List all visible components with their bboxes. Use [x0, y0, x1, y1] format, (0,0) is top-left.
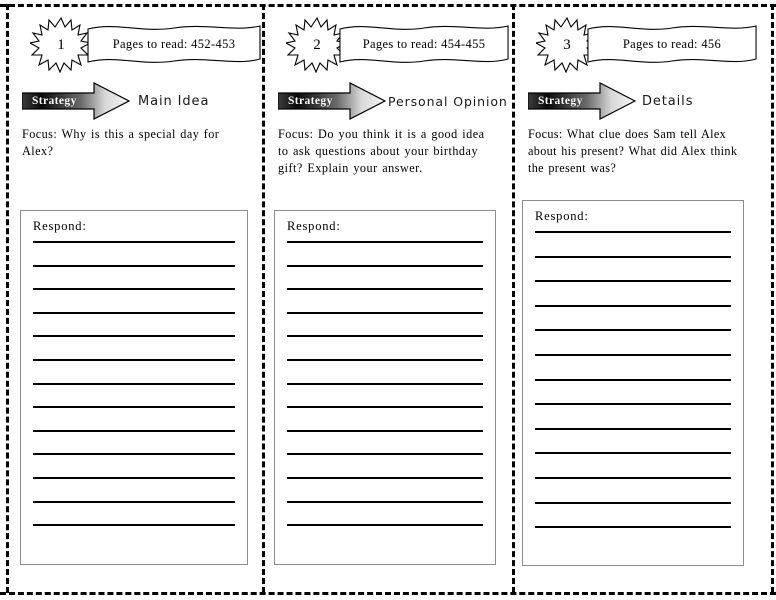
- writing-lines[interactable]: [523, 231, 743, 528]
- respond-label: Respond:: [287, 219, 341, 233]
- strategy-arrow-icon: [528, 82, 636, 120]
- starburst-icon: [30, 16, 92, 74]
- respond-label: Respond:: [535, 209, 589, 223]
- panel-number: 2: [313, 37, 321, 53]
- writing-line[interactable]: [535, 256, 731, 258]
- writing-line[interactable]: [33, 477, 235, 479]
- strategy-row-3: [526, 82, 757, 120]
- cut-line-right: [771, 4, 774, 593]
- writing-line[interactable]: [287, 359, 483, 361]
- pages-banner: [586, 22, 758, 66]
- panel-header-1: [20, 4, 248, 80]
- strategy-badge-label: Strategy: [32, 95, 77, 107]
- writing-line[interactable]: [287, 524, 483, 526]
- strategy-row-2: [276, 82, 508, 120]
- writing-line[interactable]: [535, 231, 731, 233]
- pages-banner: [86, 22, 262, 66]
- focus-question: Focus: Why is this a special day for Alex?: [22, 127, 220, 158]
- strategy-badge-label: Strategy: [538, 95, 583, 107]
- writing-line[interactable]: [33, 241, 235, 243]
- respond-box[interactable]: [20, 210, 248, 565]
- bookmark-panel-1: [6, 4, 262, 593]
- writing-line[interactable]: [33, 524, 235, 526]
- writing-line[interactable]: [287, 477, 483, 479]
- pages-to-read-label: Pages to read: 452-453: [112, 37, 236, 51]
- writing-line[interactable]: [33, 501, 235, 503]
- writing-line[interactable]: [33, 359, 235, 361]
- writing-line[interactable]: [33, 312, 235, 314]
- writing-line[interactable]: [287, 453, 483, 455]
- writing-line[interactable]: [33, 335, 235, 337]
- writing-line[interactable]: [33, 288, 235, 290]
- writing-line[interactable]: [535, 477, 731, 479]
- writing-line[interactable]: [535, 329, 731, 331]
- writing-line[interactable]: [287, 501, 483, 503]
- bookmark-panel-3: [512, 4, 771, 593]
- writing-line[interactable]: [33, 453, 235, 455]
- writing-line[interactable]: [33, 406, 235, 408]
- writing-line[interactable]: [287, 430, 483, 432]
- writing-line[interactable]: [33, 430, 235, 432]
- panel-header-3: [526, 4, 757, 80]
- focus-question: Focus: What clue does Sam tell Alex about his present? What did Alex think the present was?: [528, 127, 738, 175]
- strategy-row-1: [20, 82, 248, 120]
- writing-line[interactable]: [287, 241, 483, 243]
- strategy-badge-label: Strategy: [288, 95, 333, 107]
- writing-line[interactable]: [287, 383, 483, 385]
- writing-line[interactable]: [535, 428, 731, 430]
- respond-box[interactable]: [274, 210, 496, 565]
- writing-line[interactable]: [287, 406, 483, 408]
- panel-number: 3: [563, 37, 571, 53]
- pages-to-read-label: Pages to read: 456: [622, 37, 722, 51]
- writing-line[interactable]: [535, 403, 731, 405]
- pages-banner: [338, 22, 510, 66]
- writing-line[interactable]: [287, 265, 483, 267]
- pages-to-read-label: Pages to read: 454-455: [362, 37, 486, 51]
- writing-line[interactable]: [535, 502, 731, 504]
- writing-line[interactable]: [535, 526, 731, 528]
- writing-line[interactable]: [535, 452, 731, 454]
- strategy-name-label: Main Idea: [138, 93, 210, 109]
- bookmark-panel-2: [262, 4, 512, 593]
- writing-lines[interactable]: [21, 241, 247, 526]
- writing-lines[interactable]: [275, 241, 495, 526]
- strategy-arrow-icon: [22, 82, 130, 120]
- respond-box[interactable]: [522, 200, 744, 566]
- writing-line[interactable]: [535, 379, 731, 381]
- writing-line[interactable]: [535, 280, 731, 282]
- writing-line[interactable]: [287, 335, 483, 337]
- writing-line[interactable]: [33, 265, 235, 267]
- writing-line[interactable]: [287, 288, 483, 290]
- writing-line[interactable]: [535, 354, 731, 356]
- panel-header-2: [276, 4, 498, 80]
- writing-line[interactable]: [535, 305, 731, 307]
- focus-question: Focus: Do you think it is a good idea to ask questions about your birthday gift? Explain your answer.: [278, 127, 485, 175]
- respond-label: Respond:: [33, 219, 87, 233]
- strategy-name-label: Details: [642, 93, 694, 109]
- strategy-name-label: Personal Opinion: [388, 93, 508, 109]
- panel-number: 1: [57, 37, 65, 53]
- strategy-arrow-icon: [278, 82, 386, 120]
- writing-line[interactable]: [33, 383, 235, 385]
- writing-line[interactable]: [287, 312, 483, 314]
